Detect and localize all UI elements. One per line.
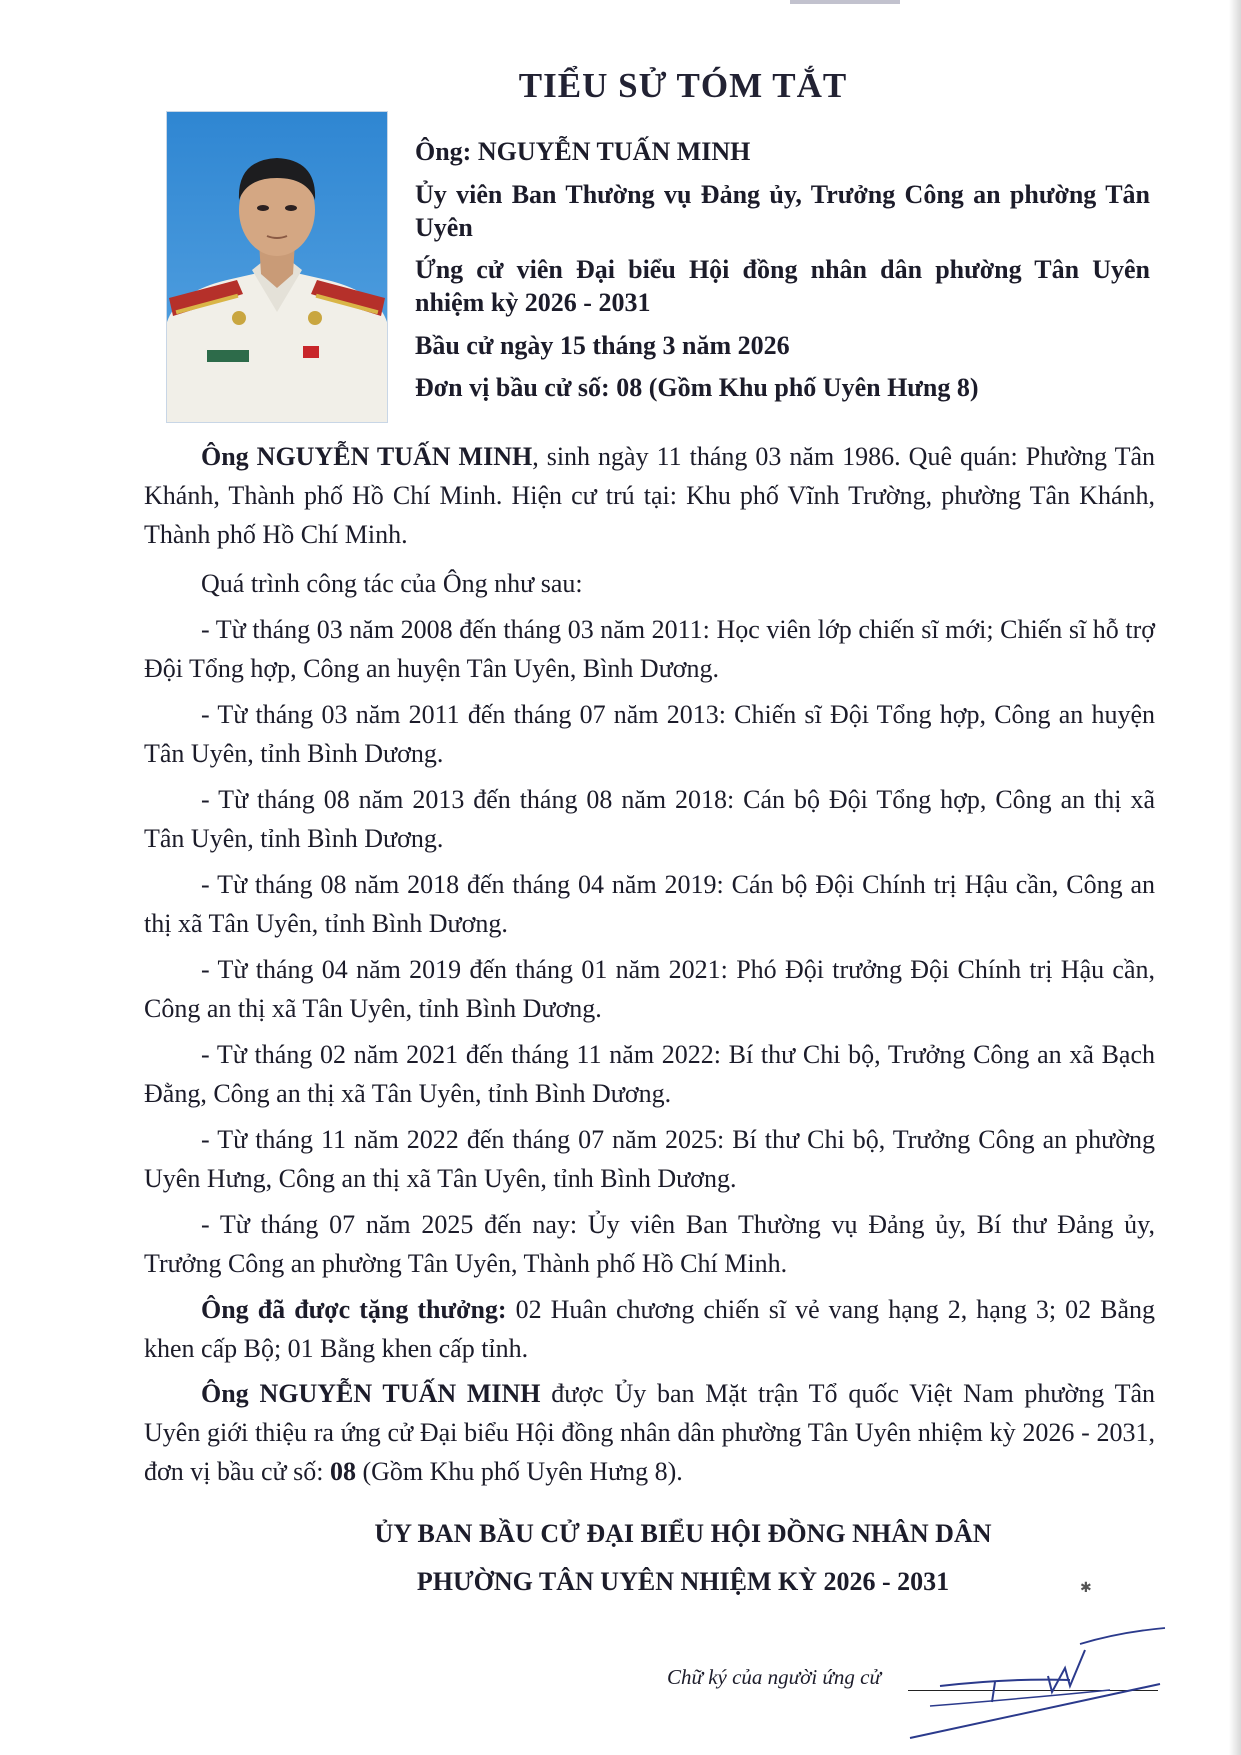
career-item: - Từ tháng 03 năm 2008 đến tháng 03 năm 2011: Học viên lớp chiến sĩ mới; Chiến sĩ hỗ trợ Đội Tổng hợp, Công an huyện Tân Uyên, Bình Dương. xyxy=(144,615,1155,683)
intro-paragraph xyxy=(144,437,1155,554)
candidate-position: Ủy viên Ban Thường vụ Đảng ủy, Trưởng Công an phường Tân Uyên xyxy=(415,180,1150,242)
process-heading: Quá trình công tác của Ông như sau: xyxy=(201,569,583,598)
committee-line-1: ỦY BAN BẦU CỬ ĐẠI BIỂU HỘI ĐỒNG NHÂN DÂN xyxy=(374,1519,992,1548)
candidate-name-line: Ông: NGUYỄN TUẤN MINH xyxy=(415,137,751,166)
career-item: - Từ tháng 03 năm 2011 đến tháng 07 năm 2013: Chiến sĩ Đội Tổng hợp, Công an huyện Tân Uyên, tỉnh Bình Dương. xyxy=(144,700,1155,768)
career-item: - Từ tháng 08 năm 2018 đến tháng 04 năm 2019: Cán bộ Đội Chính trị Hậu cần, Công an thị xã Tân Uyên, tỉnh Bình Dương. xyxy=(144,870,1155,938)
nomination-paragraph xyxy=(144,1374,1155,1491)
scan-mark xyxy=(790,0,900,4)
intro-text: , sinh ngày 11 tháng 03 năm 1986. Quê quán: Phường Tân Khánh, Thành phố Hồ Chí Minh. Hiện cư trú tại: Khu phố Vĩnh Trường, phường Tân Khánh, Thành phố Hồ Chí Minh. xyxy=(144,442,1155,549)
candidate-header xyxy=(415,135,1150,404)
awards-label: Ông đã được tặng thưởng: xyxy=(201,1295,507,1324)
ink-speck: ✱ xyxy=(1080,1581,1092,1596)
candidacy-line: Ứng cử viên Đại biểu Hội đồng nhân dân phường Tân Uyên nhiệm kỳ 2026 - 2031 xyxy=(415,255,1150,317)
career-item: - Từ tháng 08 năm 2013 đến tháng 08 năm 2018: Cán bộ Đội Tổng hợp, Công an thị xã Tân Uyên, tỉnh Bình Dương. xyxy=(144,785,1155,853)
nomination-unit: 08 xyxy=(330,1457,356,1486)
issuing-committee xyxy=(0,1510,1241,1606)
committee-line-2: PHƯỜNG TÂN UYÊN NHIỆM KỲ 2026 - 2031 xyxy=(416,1567,950,1596)
nomination-text-1: được Ủy ban Mặt trận Tổ quốc Việt Nam phường Tân Uyên giới thiệu ra ứng cử Đại biểu Hội đồng nhân dân phường Tân Uyên nhiệm kỳ 2026 - 2031, đơn vị bầu cử số: xyxy=(144,1379,1155,1486)
nomination-text-2: (Gồm Khu phố Uyên Hưng 8). xyxy=(356,1457,683,1486)
career-item: - Từ tháng 11 năm 2022 đến tháng 07 năm 2025: Bí thư Chi bộ, Trưởng Công an phường Uyên Hưng, Công an thị xã Tân Uyên, tỉnh Bình Dương. xyxy=(144,1125,1155,1193)
candidate-portrait xyxy=(166,111,388,423)
biography-body xyxy=(144,437,1155,1491)
document-title: TIỂU SỬ TÓM TẮT xyxy=(518,66,848,105)
intro-name: Ông NGUYỄN TUẤN MINH xyxy=(201,442,533,471)
page-edge-shadow xyxy=(1229,0,1241,1755)
election-date: Bầu cử ngày 15 tháng 3 năm 2026 xyxy=(415,331,790,360)
career-item: - Từ tháng 02 năm 2021 đến tháng 11 năm 2022: Bí thư Chi bộ, Trưởng Công an xã Bạch Đằng, Công an thị xã Tân Uyên, tỉnh Bình Dương. xyxy=(144,1040,1155,1108)
handwritten-signature xyxy=(880,1610,1180,1750)
awards-paragraph xyxy=(144,1290,1155,1368)
awards-text: 02 Huân chương chiến sĩ vẻ vang hạng 2, hạng 3; 02 Bằng khen cấp Bộ; 01 Bằng khen cấp tỉnh. xyxy=(144,1295,1156,1363)
career-item: - Từ tháng 07 năm 2025 đến nay: Ủy viên Ban Thường vụ Đảng ủy, Bí thư Đảng ủy, Trưởng Công an phường Tân Uyên, Thành phố Hồ Chí Minh. xyxy=(144,1210,1155,1278)
career-item: - Từ tháng 04 năm 2019 đến tháng 01 năm 2021: Phó Đội trưởng Đội Chính trị Hậu cần, Công an thị xã Tân Uyên, tỉnh Bình Dương. xyxy=(144,955,1155,1023)
constituency-line: Đơn vị bầu cử số: 08 (Gồm Khu phố Uyên Hưng 8) xyxy=(415,373,979,402)
nomination-name: Ông NGUYỄN TUẤN MINH xyxy=(201,1379,541,1408)
signature-label: Chữ ký của người ứng cử xyxy=(667,1665,881,1689)
